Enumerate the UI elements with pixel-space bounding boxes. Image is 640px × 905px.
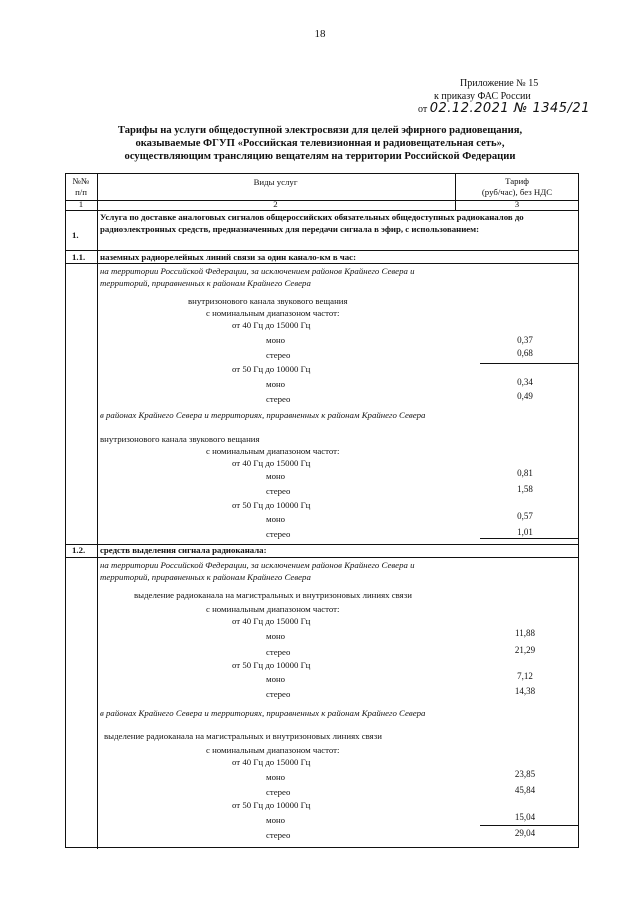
annex-date-prefix: от	[418, 104, 428, 115]
annex-date-handwritten: 02.12.2021 № 1345/21	[429, 101, 590, 116]
sub12-region1-line2: территорий, приравненных к районам Крайнего Севера	[100, 572, 311, 582]
section1-text-line1: Услуга по доставке аналоговых сигналов общероссийских обязательных общедоступных радиоканалов до	[100, 212, 524, 222]
annex-label: Приложение № 15	[460, 78, 539, 89]
sub11-region1-line2: территорий, приравненных к районам Крайнего Севера	[100, 278, 311, 288]
sub12-r1-value-2: 21,29	[514, 645, 536, 655]
sub11-r1-mono2: моно	[266, 379, 286, 389]
sub12-r2-channel: выделение радиоканала на магистральных и внутризоновых линиях связи	[104, 731, 382, 741]
sub12-r2-band1: от 40 Гц до 15000 Гц	[232, 757, 311, 767]
row-divider-section1	[66, 250, 578, 251]
sub12-r2-value-1: 23,85	[514, 769, 536, 779]
sub11-r2-value-4: 1,01	[517, 527, 533, 537]
value-rule-3	[480, 825, 579, 826]
sub11-r1-stereo1: стерео	[266, 350, 291, 360]
sub12-r1-band2: от 50 Гц до 10000 Гц	[232, 660, 311, 670]
sub12-r1-channel: выделение радиоканала на магистральных и внутризоновых линиях связи	[134, 590, 412, 600]
sub12-r1-stereo2: стерео	[266, 689, 291, 699]
sub11-r1-channel: внутризонового канала звукового вещания	[188, 296, 348, 306]
sub12-r1-value-3: 7,12	[517, 671, 533, 681]
sub11-r2-channel: внутризонового канала звукового вещания	[100, 434, 260, 444]
header-col1-line2: п/п	[75, 187, 87, 197]
sub11-r2-band2: от 50 Гц до 10000 Гц	[232, 500, 311, 510]
sub12-region1-line1: на территории Российской Федерации, за исключением районов Крайнего Севера и	[100, 560, 415, 570]
sub12-r2-stereo1: стерео	[266, 787, 291, 797]
sub12-region2: в районах Крайнего Севера и территориях, приравненных к районам Крайнего Севера	[100, 708, 426, 718]
sub12-r1-mono2: моно	[266, 674, 286, 684]
sub12-r1-stereo1: стерео	[266, 647, 291, 657]
row-divider-sub12	[66, 557, 578, 558]
annex-order-ref: к приказу ФАС России	[434, 91, 531, 102]
sub12-r1-band1: от 40 Гц до 15000 Гц	[232, 616, 311, 626]
sub11-r1-value-3: 0,34	[517, 377, 533, 387]
sub12-r1-value-4: 14,38	[514, 686, 536, 696]
colnum-2: 2	[273, 199, 278, 209]
sub11-r2-mono1: моно	[266, 471, 286, 481]
colnum-1: 1	[78, 199, 84, 209]
title-line-1: Тарифы на услуги общедоступной электросвязи для целей эфирного радиовещания,	[117, 125, 523, 136]
sub12-r1-value-1: 11,88	[515, 628, 535, 638]
sub12-r2-value-2: 45,84	[514, 785, 536, 795]
sub12-r2-value-3: 15,04	[514, 812, 536, 822]
sub12-title: средств выделения сигнала радиоканала:	[100, 545, 267, 555]
header-col3-line2: (руб/час), без НДС	[481, 187, 553, 197]
title-line-2: оказываемые ФГУП «Российская телевизионная и радиовещательная сеть»,	[135, 138, 505, 149]
sub11-r1-mono1: моно	[266, 335, 286, 345]
sub11-r1-band1: от 40 Гц до 15000 Гц	[232, 320, 311, 330]
page-number: 18	[314, 28, 326, 40]
document-title	[100, 124, 540, 163]
sub12-r2-stereo2: стерео	[266, 830, 291, 840]
sub11-r1-value-2: 0,68	[517, 348, 533, 358]
section1-text-line2: радиоэлектронных средств, предназначенных для передачи сигнала в эфир, с использованием:	[100, 224, 480, 234]
header-col3-line1: Тариф	[505, 176, 529, 186]
colnum-3: 3	[514, 199, 520, 209]
value-rule-1	[480, 363, 579, 364]
row-divider-colnums	[66, 210, 578, 211]
sub12-r1-mono1: моно	[266, 631, 286, 641]
sub11-r2-value-2: 1,58	[517, 484, 533, 494]
row-divider-sub11	[66, 263, 578, 264]
title-line-3: осуществляющим трансляцию вещателям на территории Российской Федерации	[124, 151, 516, 162]
sub12-r2-mono2: моно	[266, 815, 286, 825]
sub11-region1-line1: на территории Российской Федерации, за исключением районов Крайнего Севера и	[100, 266, 415, 276]
col-divider-1	[97, 211, 98, 849]
sub12-r2-band2: от 50 Гц до 10000 Гц	[232, 800, 311, 810]
sub12-r2-nominal: с номинальным диапазоном частот:	[206, 745, 340, 755]
sub12-r2-value-4: 29,04	[514, 828, 536, 838]
value-rule-2	[480, 538, 579, 539]
sub11-title: наземных радиорелейных линий связи за один канало-км в час:	[100, 252, 356, 262]
sub11-r1-value-4: 0,49	[517, 391, 533, 401]
sub12-r2-mono1: моно	[266, 772, 286, 782]
header-col2: Виды услуг	[253, 177, 298, 187]
sub11-r1-value-1: 0,37	[517, 335, 533, 345]
sub11-r2-mono2: моно	[266, 514, 286, 524]
sub11-number: 1.1.	[72, 252, 86, 262]
sub11-r1-nominal: с номинальным диапазоном частот:	[206, 308, 340, 318]
sub11-r2-stereo1: стерео	[266, 486, 291, 496]
sub11-r2-nominal: с номинальным диапазоном частот:	[206, 446, 340, 456]
sub11-r1-band2: от 50 Гц до 10000 Гц	[232, 364, 311, 374]
sub11-region2: в районах Крайнего Севера и территориях, приравненных к районам Крайнего Севера	[100, 410, 426, 420]
section1-number: 1.	[72, 230, 79, 240]
sub11-r1-stereo2: стерео	[266, 394, 291, 404]
annex-date	[418, 101, 590, 116]
sub12-number: 1.2.	[72, 545, 86, 555]
sub12-r1-nominal: с номинальным диапазоном частот:	[206, 604, 340, 614]
sub11-r2-stereo2: стерео	[266, 529, 291, 539]
sub11-r2-value-1: 0,81	[517, 468, 533, 478]
sub11-r2-band1: от 40 Гц до 15000 Гц	[232, 458, 311, 468]
sub11-r2-value-3: 0,57	[517, 511, 533, 521]
header-col1-line1: №№	[72, 176, 90, 186]
